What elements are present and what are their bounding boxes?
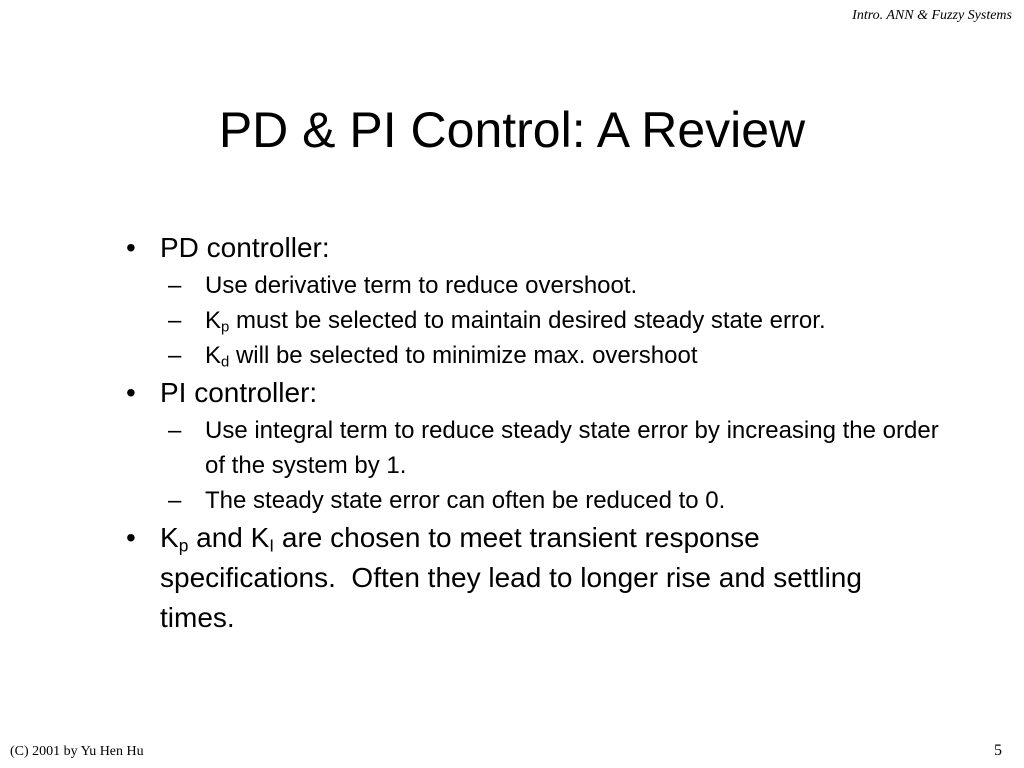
kd-symbol: K <box>205 342 222 369</box>
sub-bullet-text: will be selected to minimize max. overshoot <box>229 342 698 369</box>
kp-subscript: p <box>178 535 189 556</box>
bullet-marker: • <box>126 377 136 408</box>
bullet-marker: • <box>126 522 136 553</box>
bullet-text: are chosen to meet transient response specifications. Often they lead to longer rise and settling times. <box>160 522 862 633</box>
bullet-marker: • <box>126 232 136 263</box>
kp-subscript: p <box>221 319 230 336</box>
kd-subscript: d <box>221 354 230 371</box>
bullet-pd-label: PD controller: <box>160 232 330 263</box>
dash-marker: – <box>168 342 182 369</box>
sub-bullet-integral <box>120 413 940 483</box>
bullet-pi-label: PI controller: <box>160 377 318 408</box>
sub-bullet-text: Use derivative term to reduce overshoot. <box>205 272 638 299</box>
sub-bullet-derivative <box>120 268 940 303</box>
sub-bullet-text: Use integral term to reduce steady state error by increasing the order of the system by 1. <box>205 417 939 479</box>
bullet-pi-controller <box>120 373 940 413</box>
dash-marker: – <box>168 307 182 334</box>
slide-title: PD & PI Control: A Review <box>218 102 806 158</box>
dash-marker: – <box>168 487 182 514</box>
bullet-kp-ki <box>120 518 940 638</box>
and-k-text: and K <box>188 522 270 553</box>
dash-marker: – <box>168 417 182 444</box>
kp-symbol: K <box>205 307 222 334</box>
kp-symbol: K <box>160 522 179 553</box>
dash-marker: – <box>168 272 182 299</box>
sub-bullet-steady-state <box>120 483 940 518</box>
copyright-footer: (C) 2001 by Yu Hen Hu <box>10 744 144 759</box>
page-number: 5 <box>994 742 1002 759</box>
course-header: Intro. ANN & Fuzzy Systems <box>852 8 1012 23</box>
sub-bullet-text: The steady state error can often be reduced to 0. <box>205 487 726 514</box>
ki-subscript: I <box>269 535 275 556</box>
sub-bullet-text: must be selected to maintain desired steady state error. <box>229 307 826 334</box>
sub-bullet-kp <box>120 303 940 338</box>
bullet-pd-controller <box>120 228 940 268</box>
sub-bullet-kd <box>120 338 940 373</box>
slide-body <box>120 228 940 638</box>
